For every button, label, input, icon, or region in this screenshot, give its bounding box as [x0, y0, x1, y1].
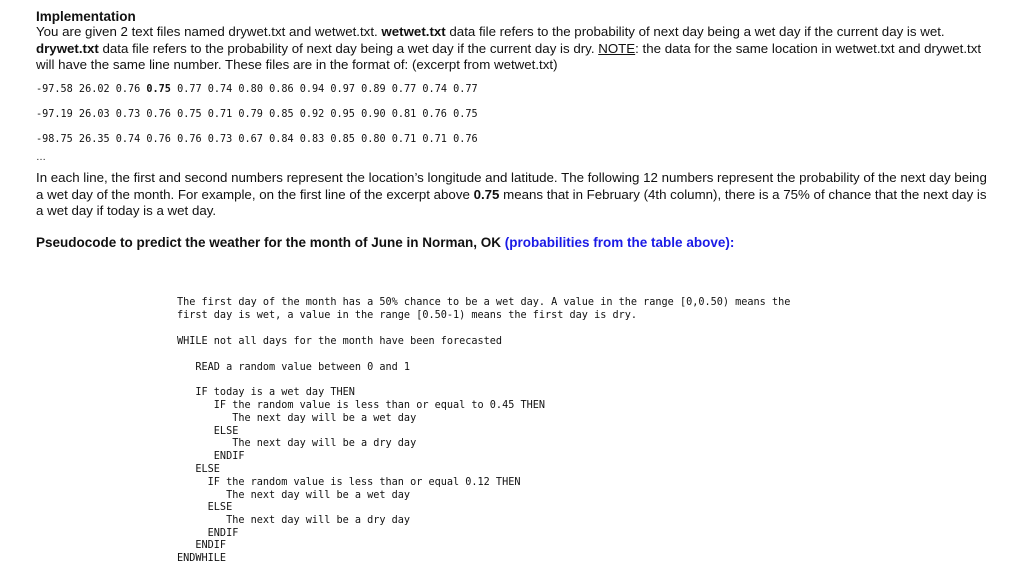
explanation-text-2: means that in February (4th column), there is a 75% of chance that the next day is a wet day if today is a wet day. — [36, 186, 987, 218]
intro-note: NOTE — [598, 40, 636, 56]
code-line: The next day will be a dry day — [177, 438, 417, 449]
excerpt-ellipsis: … — [36, 152, 46, 163]
code-line: IF today is a wet day THEN — [177, 387, 355, 398]
pseudocode-heading-note: (probabilities from the table above): — [504, 235, 735, 250]
intro-text-3: data file refers to the probability of next day being a wet day if the current day is dry. — [98, 40, 599, 56]
intro-text-4: : the data for the same location in wetwet.txt and drywet.txt will have the same line number. These files are in the format of: (excerpt from wetwet.txt) — [36, 40, 982, 72]
pseudocode-heading — [36, 235, 734, 252]
code-line: ENDWHILE — [177, 553, 227, 564]
intro-file-wetwet: wetwet.txt — [381, 24, 446, 39]
code-line: READ a random value between 0 and 1 — [177, 362, 411, 373]
code-line: ELSE — [177, 464, 220, 475]
data-line-2 — [36, 109, 478, 120]
data-line-3 — [36, 134, 478, 145]
code-line: ENDIF — [177, 540, 227, 551]
data-line-1-pre: -97.58 26.02 0.76 — [36, 84, 147, 95]
intro-text-1: You are given 2 text files named drywet.txt and wetwet.txt. — [36, 24, 382, 39]
explanation-text-1: In each line, the first and second numbers represent the location’s longitude and latitude. The following 12 numbers represent the probability of the next day being a wet day of the month. For example, on the first line of the excerpt above — [36, 170, 987, 202]
data-line-1-post: 0.77 0.74 0.80 0.86 0.94 0.97 0.89 0.77 0.74 0.77 — [170, 84, 478, 95]
code-line: The next day will be a wet day — [177, 413, 417, 424]
data-line-1-highlight: 0.75 — [146, 84, 171, 95]
explanation-value: 0.75 — [473, 186, 500, 202]
explanation-paragraph — [36, 170, 996, 220]
code-line: IF the random value is less than or equal 0.12 THEN — [177, 477, 521, 488]
data-line-1 — [36, 84, 478, 95]
code-line: The next day will be a wet day — [177, 490, 411, 501]
code-line: The first day of the month has a 50% chance to be a wet day. A value in the range [0,0.50) means the — [177, 297, 791, 308]
code-line: ENDIF — [177, 528, 239, 539]
intro-paragraph — [36, 24, 996, 74]
pseudocode-heading-main: Pseudocode to predict the weather for the month of June in Norman, OK — [36, 235, 505, 250]
code-line: The next day will be a dry day — [177, 515, 411, 526]
intro-file-drywet: drywet.txt — [36, 40, 99, 56]
code-line: first day is wet, a value in the range [0.50-1) means the first day is dry. — [177, 310, 638, 321]
code-line: IF the random value is less than or equal to 0.45 THEN — [177, 400, 546, 411]
data-line-3-text: -98.75 26.35 0.74 0.76 0.76 0.73 0.67 0.84 0.83 0.85 0.80 0.71 0.71 0.76 — [36, 134, 478, 145]
data-line-2-text: -97.19 26.03 0.73 0.76 0.75 0.71 0.79 0.85 0.92 0.95 0.90 0.81 0.76 0.75 — [36, 109, 478, 120]
code-line: ELSE — [177, 502, 233, 513]
intro-text-2: data file refers to the probability of next day being a wet day if the current day is wet. — [445, 24, 945, 39]
section-heading: Implementation — [36, 9, 136, 24]
code-line: WHILE not all days for the month have been forecasted — [177, 336, 503, 347]
code-line: ELSE — [177, 426, 239, 437]
code-line: ENDIF — [177, 451, 245, 462]
